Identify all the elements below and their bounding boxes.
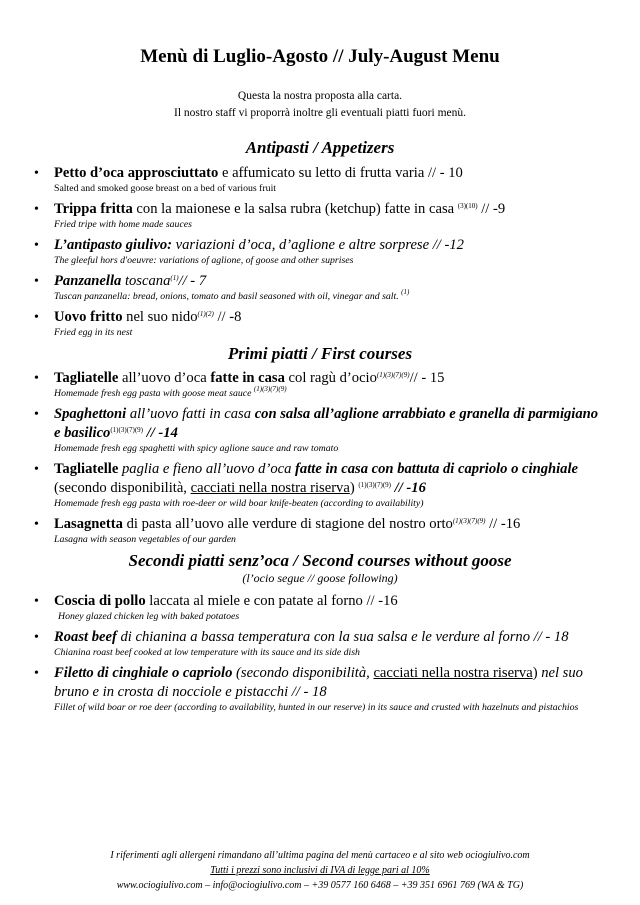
dish-description: Tuscan panzanella: bread, onions, tomato and basil seasoned with oil, vinegar and salt. (54, 291, 399, 302)
allergen-refs: (3)(10) (457, 202, 478, 210)
menu-item (0, 200, 640, 231)
dish-text: di pasta all’uovo alle verdure di stagione del nostro orto (122, 516, 453, 532)
dish-name: Panzanella (54, 273, 122, 289)
menu-item (0, 592, 640, 623)
section-title-secondi: Secondi piatti senz’oca / Second courses without goose (128, 551, 512, 570)
dish-description: The gleeful hors d'oeuvre: variations of aglione, of goose and other suprises (54, 255, 354, 266)
dish-price: // -14 (143, 425, 178, 441)
menu-item (0, 460, 640, 510)
footer-allergen-note: I riferimenti agli allergeni rimandano all’ultima pagina del menù cartaceo e al sito web ociogiulivo.com (110, 850, 530, 861)
bullet: • (34, 407, 39, 422)
dish-text-2: ) (532, 665, 542, 681)
dish-text: di chianina a bassa temperatura con la sua salsa e le verdure al forno // - 18 (116, 629, 569, 645)
dish-description: Chianina roast beef cooked at low temperature with its sauce and its side dish (54, 647, 360, 658)
dish-text-3: nel suo bruno e in crosta di nocciole e pistacchi // - 18 (54, 665, 583, 700)
menu-item (0, 405, 640, 455)
section-subtitle-secondi: (l’ocio segue // goose following) (242, 571, 398, 585)
bullet: • (34, 274, 39, 289)
dish-highlight: fatte in casa (210, 370, 285, 386)
dish-underline: cacciati nella nostra riserva (373, 665, 533, 681)
antipasti-list (0, 164, 640, 344)
dish-price: // - 15 (409, 370, 445, 386)
allergen-refs: (1)(3)(7)(9) (110, 426, 143, 434)
dish-text: paglia e fieno all’uovo d’oca (118, 461, 296, 477)
footer (0, 848, 640, 893)
menu-item (0, 272, 640, 303)
dish-text: e affumicato su letto di frutta varia // - 10 (218, 165, 463, 181)
dish-description: Lasagna with season vegetables of our garden (54, 534, 236, 545)
bullet: • (34, 517, 39, 532)
dish-name: Trippa fritta (54, 201, 133, 217)
menu-item (0, 369, 640, 400)
section-title-primi: Primi piatti / First courses (227, 344, 413, 363)
menu-item (0, 628, 640, 659)
bullet: • (34, 202, 39, 217)
dish-text: toscana (121, 273, 171, 289)
dish-name: Tagliatelle (54, 461, 119, 477)
dish-text-2: (secondo disponibilità, (54, 480, 191, 496)
dish-description: Fried tripe with home made sauces (54, 219, 192, 230)
intro-line-1: Questa la nostra proposta alla carta. (237, 90, 403, 102)
dish-text: (secondo disponibilità, (232, 665, 374, 681)
dish-name: Lasagnetta (54, 516, 123, 532)
dish-description: Homemade fresh egg spaghetti with spicy aglione sauce and raw tomato (54, 443, 339, 454)
dish-text-2: col ragù d’ocio (284, 370, 377, 386)
dish-price: // -16 (391, 480, 426, 496)
allergen-refs: (1)(3)(7)(9) (452, 517, 486, 525)
dish-text: all’uovo fatti in casa (126, 406, 255, 422)
dish-text: variazioni d’oca, d’aglione e altre sorprese // -12 (171, 237, 464, 253)
dish-text: all’uovo d’oca (118, 370, 211, 386)
dish-price: // -8 (213, 309, 242, 325)
menu-item (0, 164, 640, 195)
bullet: • (34, 666, 39, 681)
intro (0, 88, 640, 122)
bullet: • (34, 594, 39, 609)
dish-name: Petto d’oca approsciuttato (54, 165, 219, 181)
dish-highlight: fatte in casa con battuta di capriolo o cinghiale (295, 461, 579, 477)
allergen-refs: (1) (401, 288, 410, 296)
dish-price: // - 7 (178, 273, 207, 289)
dish-text: nel suo nido (122, 309, 198, 325)
intro-line-2: Il nostro staff vi proporrà inoltre gli eventuali piatti fuori menù. (173, 107, 466, 119)
allergen-refs: (1)(3)(7)(9) (253, 385, 287, 393)
dish-name: Tagliatelle (54, 370, 119, 386)
menu-item (0, 664, 640, 714)
dish-description: Honey glazed chicken leg with baked potatoes (58, 611, 240, 622)
footer-vat-note: Tutti i prezzi sono inclusivi di IVA di legge pari al 10% (210, 865, 430, 876)
section-title-antipasti: Antipasti / Appetizers (245, 138, 395, 157)
dish-description: Homemade fresh egg pasta with roe-deer or wild boar knife-beaten (according to availability) (54, 498, 424, 509)
dish-price: // -9 (477, 201, 506, 217)
bullet: • (34, 371, 39, 386)
dish-name: Roast beef (54, 629, 117, 645)
dish-description: Fillet of wild boar or roe deer (according to availability, hunted in our reserve) in its sauce and crusted with hazelnuts and pistachios (54, 702, 579, 713)
menu-item (0, 236, 640, 267)
dish-text: laccata al miele e con patate al forno // -16 (145, 593, 398, 609)
primi-list (0, 369, 640, 551)
dish-underline: cacciati nella nostra riserva (190, 480, 350, 496)
bullet: • (34, 630, 39, 645)
secondi-list (0, 592, 640, 719)
dish-text: con la maionese e la salsa rubra (ketchup) fatte in casa (132, 201, 458, 217)
dish-description: Homemade fresh egg pasta with goose meat sauce (54, 388, 254, 399)
dish-name: Filetto di cinghiale o capriolo (54, 665, 233, 681)
dish-highlight: con salsa all’aglione arrabbiato e granella di parmigiano e basilico (54, 406, 599, 441)
allergen-refs: (1)(3)(7)(9) (376, 371, 410, 379)
dish-name: Spaghettoni (54, 406, 127, 422)
bullet: • (34, 462, 39, 477)
dish-name: L’antipasto giulivo: (54, 237, 172, 253)
allergen-refs: (1)(2) (197, 310, 214, 318)
dish-description: Salted and smoked goose breast on a bed of various fruit (54, 183, 277, 194)
page-title: Menù di Luglio-Agosto // July-August Menu (140, 46, 500, 67)
dish-price: // -16 (485, 516, 521, 532)
menu-item (0, 308, 640, 339)
dish-name: Coscia di pollo (54, 593, 146, 609)
dish-name: Uovo fritto (54, 309, 123, 325)
allergen-refs: (1)(3)(7)(9) (358, 481, 392, 489)
bullet: • (34, 238, 39, 253)
dish-text-3: ) (349, 480, 359, 496)
bullet: • (34, 166, 39, 181)
dish-description: Fried egg in its nest (54, 327, 133, 338)
footer-contacts: www.ociogiulivo.com – info@ociogiulivo.com – +39 0577 160 6468 – +39 351 6961 769 (WA & TG) (116, 880, 524, 891)
bullet: • (34, 310, 39, 325)
allergen-refs: (1) (170, 274, 179, 282)
menu-item (0, 515, 640, 546)
